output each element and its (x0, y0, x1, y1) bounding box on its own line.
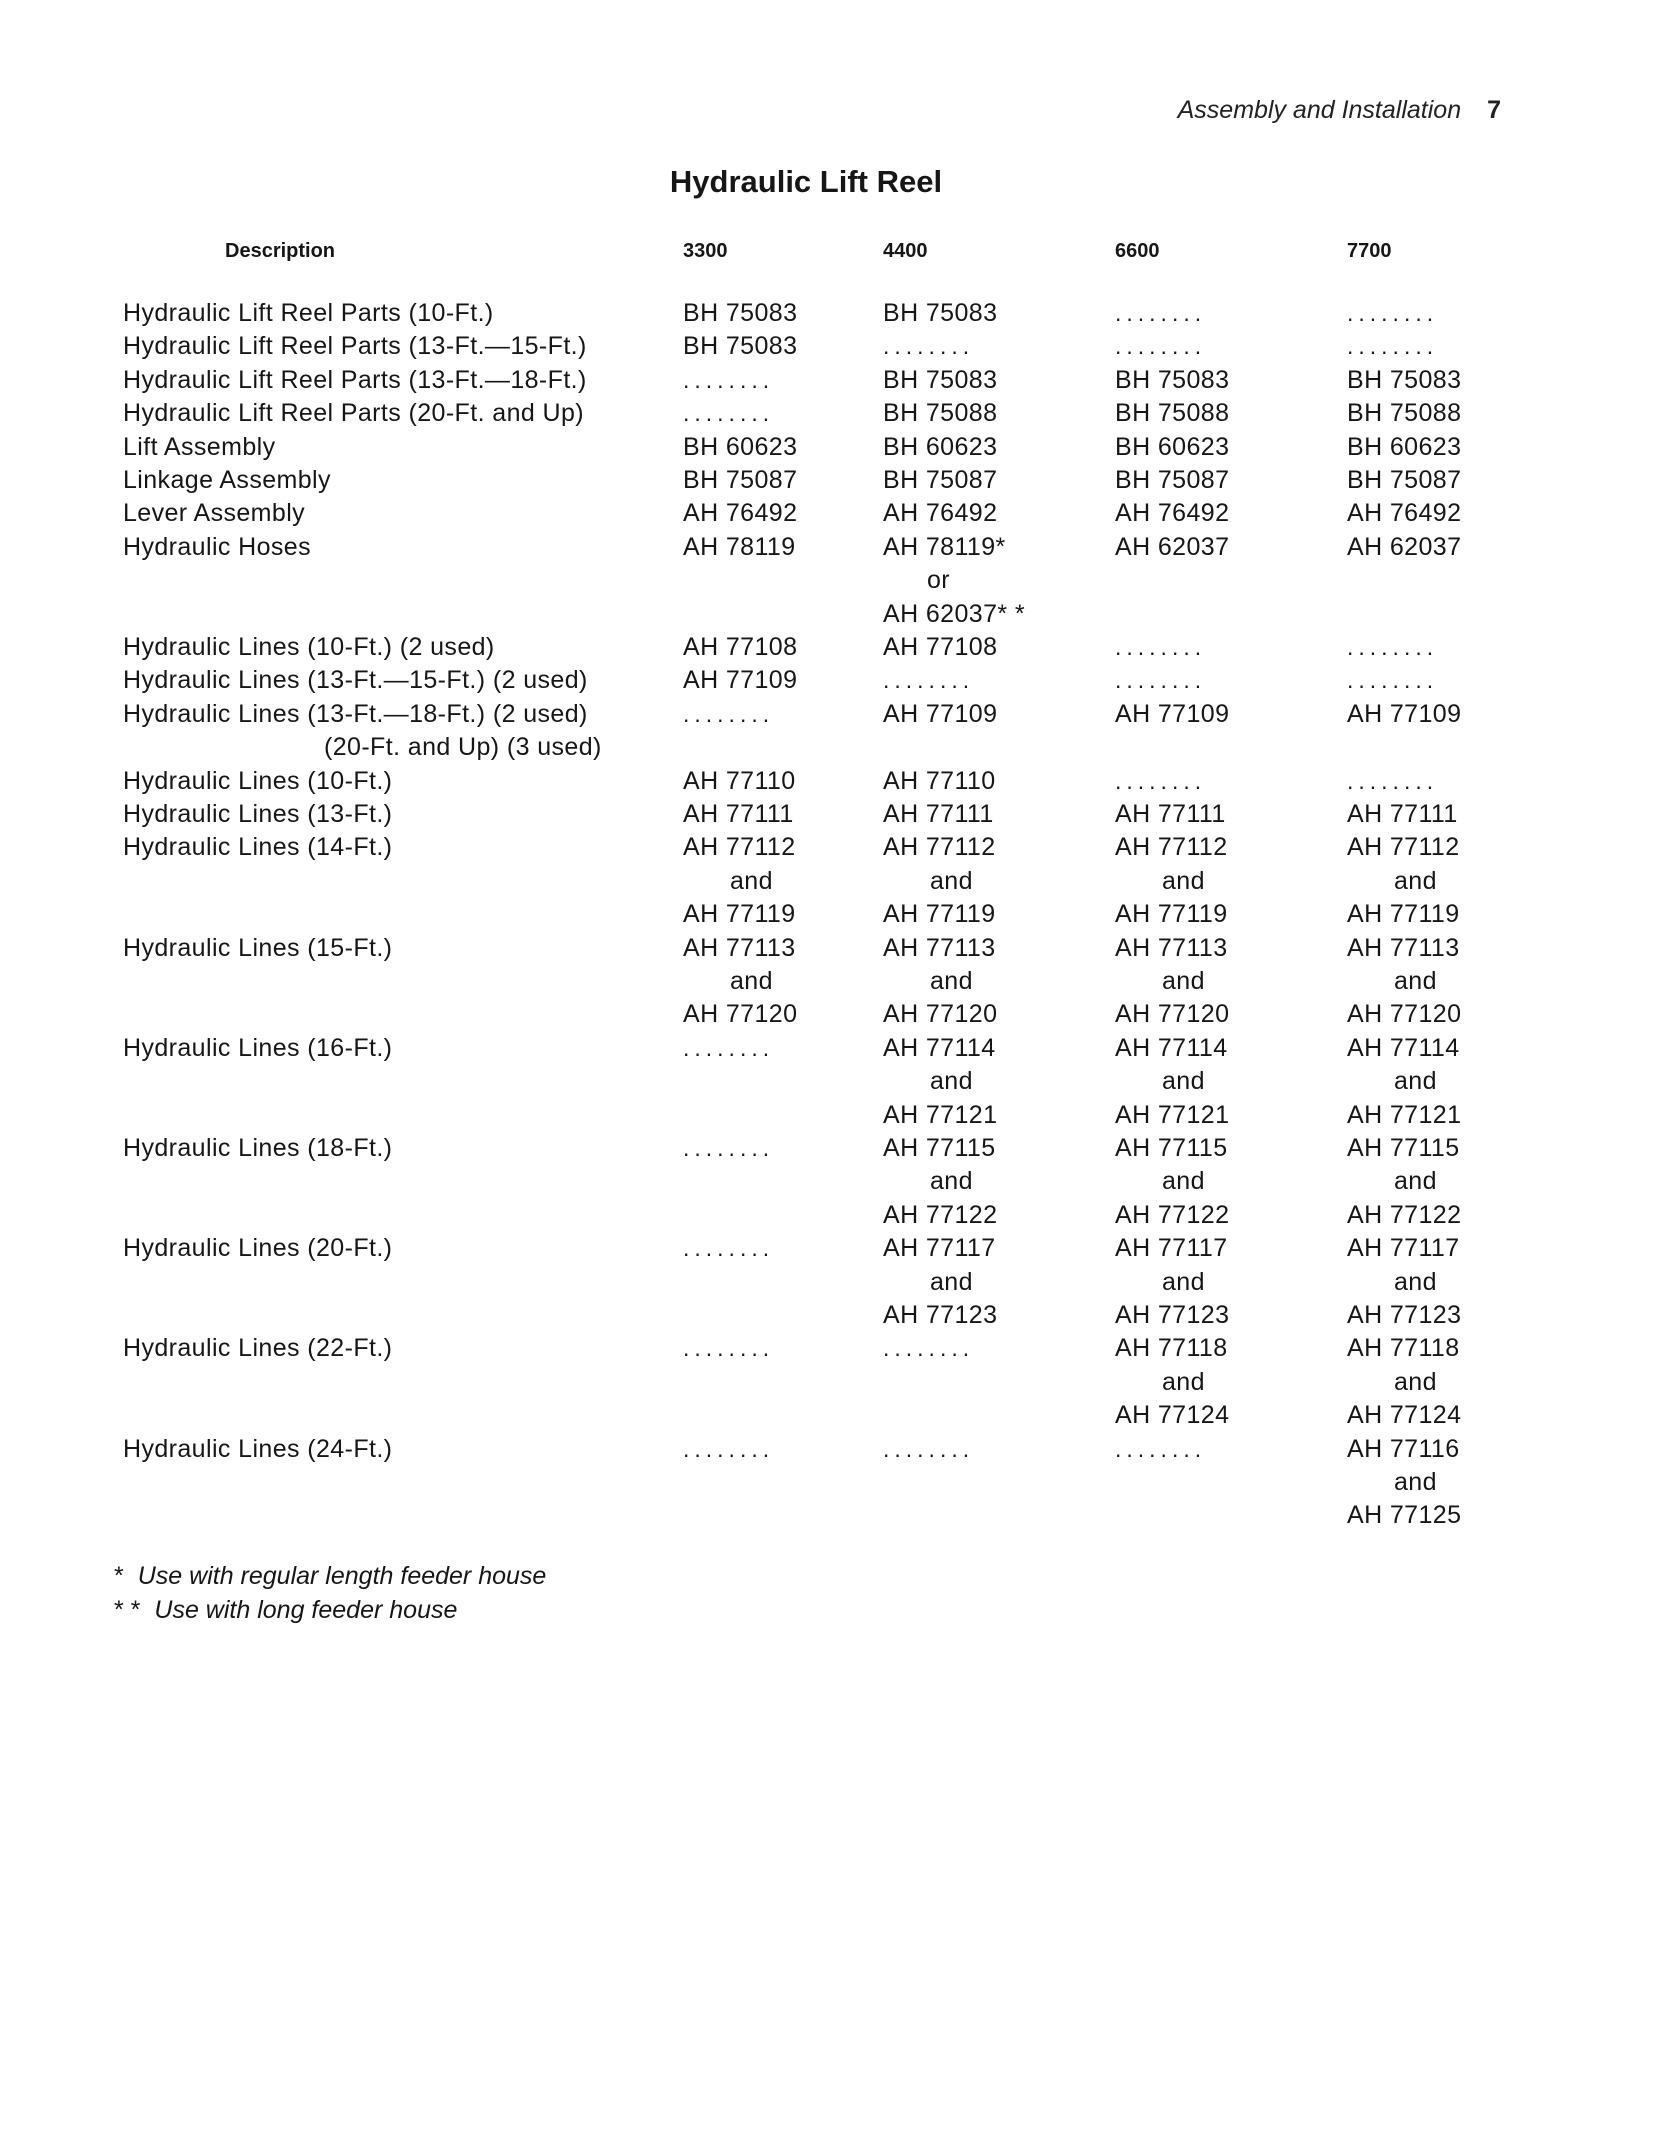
row-value-c3: and (1162, 867, 1205, 895)
row-value-c1: ........ (683, 1135, 775, 1161)
row-value-c2: BH 60623 (883, 433, 998, 461)
row-description: Hydraulic Hoses (123, 533, 312, 561)
row-value-c4: AH 77112 (1347, 833, 1460, 861)
row-value-c4: and (1394, 867, 1437, 895)
row-value-c3: and (1162, 1368, 1205, 1396)
row-value-c1: AH 77110 (683, 767, 796, 795)
row-value-c3: and (1162, 1268, 1205, 1296)
row-value-c2: or (927, 566, 951, 594)
row-value-c3: AH 76492 (1115, 499, 1230, 527)
row-description: (20-Ft. and Up) (3 used) (324, 733, 602, 761)
row-value-c3: AH 77120 (1115, 1000, 1230, 1028)
row-value-c1: and (730, 867, 773, 895)
row-value-c4: AH 77113 (1347, 934, 1460, 962)
row-value-c2: AH 77119 (883, 900, 996, 928)
row-value-c1: AH 76492 (683, 499, 798, 527)
row-value-c1: ........ (683, 1235, 775, 1261)
row-value-c4: AH 77120 (1347, 1000, 1462, 1028)
row-value-c1: AH 77113 (683, 934, 796, 962)
row-value-c4: and (1394, 1468, 1437, 1496)
row-value-c1: BH 60623 (683, 433, 798, 461)
row-value-c2: and (930, 1067, 973, 1095)
row-value-c3: AH 62037 (1115, 533, 1230, 561)
row-value-c3: AH 77117 (1115, 1234, 1228, 1262)
row-value-c4: AH 77124 (1347, 1401, 1462, 1429)
row-value-c3: BH 75087 (1115, 466, 1230, 494)
row-value-c4: ........ (1347, 768, 1439, 794)
row-value-c3: ........ (1115, 300, 1207, 326)
row-value-c2: AH 77115 (883, 1134, 996, 1162)
row-value-c4: AH 76492 (1347, 499, 1462, 527)
column-header-7700: 7700 (1347, 240, 1392, 262)
row-value-c3: AH 77115 (1115, 1134, 1228, 1162)
row-value-c3: AH 77109 (1115, 700, 1230, 728)
column-header-4400: 4400 (883, 240, 928, 262)
row-value-c4: AH 77109 (1347, 700, 1462, 728)
row-value-c3: AH 77118 (1115, 1334, 1228, 1362)
row-value-c2: ........ (883, 1335, 975, 1361)
row-value-c4: AH 77118 (1347, 1334, 1460, 1362)
row-value-c2: AH 77121 (883, 1101, 998, 1129)
row-value-c2: and (930, 1167, 973, 1195)
row-value-c4: BH 75087 (1347, 466, 1462, 494)
row-value-c4: AH 77117 (1347, 1234, 1460, 1262)
row-value-c4: ........ (1347, 333, 1439, 359)
row-value-c1: BH 75087 (683, 466, 798, 494)
row-value-c3: and (1162, 1067, 1205, 1095)
row-value-c2: AH 77113 (883, 934, 996, 962)
row-description: Hydraulic Lines (22-Ft.) (123, 1334, 393, 1362)
row-value-c4: and (1394, 1268, 1437, 1296)
row-value-c2: BH 75088 (883, 399, 998, 427)
footnote-mark: * * (114, 1596, 141, 1624)
row-value-c4: BH 60623 (1347, 433, 1462, 461)
footnote-text: Use with long feeder house (154, 1596, 458, 1624)
row-value-c4: AH 77125 (1347, 1501, 1462, 1529)
row-value-c3: AH 77124 (1115, 1401, 1230, 1429)
row-value-c2: AH 62037* * (883, 600, 1025, 628)
row-value-c1: AH 78119 (683, 533, 796, 561)
row-description: Hydraulic Lines (13-Ft.) (123, 800, 393, 828)
row-value-c2: BH 75083 (883, 366, 998, 394)
row-value-c4: AH 77114 (1347, 1034, 1460, 1062)
row-value-c3: ........ (1115, 634, 1207, 660)
row-value-c3: AH 77111 (1115, 800, 1226, 828)
row-value-c2: AH 77108 (883, 633, 998, 661)
row-value-c2: AH 77110 (883, 767, 996, 795)
footnote-mark: * (114, 1562, 124, 1590)
row-description: Hydraulic Lines (18-Ft.) (123, 1134, 393, 1162)
row-value-c4: and (1394, 1067, 1437, 1095)
row-value-c2: ........ (883, 667, 975, 693)
row-value-c1: ........ (683, 1335, 775, 1361)
row-value-c4: and (1394, 967, 1437, 995)
row-description: Hydraulic Lines (13-Ft.—18-Ft.) (2 used) (123, 700, 588, 728)
row-value-c2: AH 77111 (883, 800, 994, 828)
row-value-c1: ........ (683, 400, 775, 426)
row-value-c1: BH 75083 (683, 332, 798, 360)
row-description: Hydraulic Lines (15-Ft.) (123, 934, 393, 962)
row-description: Hydraulic Lines (14-Ft.) (123, 833, 393, 861)
row-value-c3: and (1162, 1167, 1205, 1195)
row-value-c3: BH 75083 (1115, 366, 1230, 394)
row-value-c1: AH 77109 (683, 666, 798, 694)
row-value-c4: AH 77121 (1347, 1101, 1462, 1129)
row-description: Hydraulic Lines (10-Ft.) (2 used) (123, 633, 495, 661)
footnotes (114, 1559, 546, 1627)
row-value-c4: AH 77122 (1347, 1201, 1462, 1229)
row-value-c3: AH 77113 (1115, 934, 1228, 962)
footnote-text: Use with regular length feeder house (137, 1562, 547, 1590)
column-header-description: Description (225, 240, 336, 262)
row-value-c3: AH 77119 (1115, 900, 1228, 928)
row-value-c2: AH 77114 (883, 1034, 996, 1062)
row-value-c4: AH 77119 (1347, 900, 1460, 928)
row-description: Hydraulic Lines (24-Ft.) (123, 1435, 393, 1463)
row-value-c1: ........ (683, 367, 775, 393)
page-title: Hydraulic Lift Reel (669, 164, 943, 199)
section-title: Assembly and Installation (1177, 96, 1462, 124)
row-value-c4: ........ (1347, 634, 1439, 660)
row-description: Lever Assembly (123, 499, 306, 527)
row-value-c1: BH 75083 (683, 299, 798, 327)
row-description: Hydraulic Lines (20-Ft.) (123, 1234, 393, 1262)
row-value-c4: AH 77123 (1347, 1301, 1462, 1329)
row-value-c3: AH 77122 (1115, 1201, 1230, 1229)
row-description: Hydraulic Lines (16-Ft.) (123, 1034, 393, 1062)
footnote (114, 1593, 546, 1627)
row-value-c2: AH 77117 (883, 1234, 996, 1262)
row-value-c1: AH 77119 (683, 900, 796, 928)
row-value-c4: AH 77111 (1347, 800, 1458, 828)
row-value-c1: and (730, 967, 773, 995)
footnote (114, 1559, 546, 1593)
row-value-c4: AH 77115 (1347, 1134, 1460, 1162)
row-value-c2: AH 77123 (883, 1301, 998, 1329)
column-header-6600: 6600 (1115, 240, 1160, 262)
row-value-c4: and (1394, 1368, 1437, 1396)
row-value-c2: ........ (883, 333, 975, 359)
row-value-c1: ........ (683, 1035, 775, 1061)
row-description: Hydraulic Lift Reel Parts (13-Ft.—18-Ft.) (123, 366, 587, 394)
column-headers (0, 240, 1653, 268)
row-value-c1: AH 77120 (683, 1000, 798, 1028)
row-value-c2: BH 75083 (883, 299, 998, 327)
row-value-c2: AH 78119* (883, 533, 1006, 561)
row-description: Linkage Assembly (123, 466, 331, 494)
row-value-c4: ........ (1347, 300, 1439, 326)
row-value-c1: ........ (683, 1436, 775, 1462)
row-value-c2: AH 77122 (883, 1201, 998, 1229)
row-value-c3: ........ (1115, 768, 1207, 794)
row-value-c2: and (930, 867, 973, 895)
row-description: Hydraulic Lift Reel Parts (10-Ft.) (123, 299, 494, 327)
row-value-c1: ........ (683, 701, 775, 727)
row-value-c2: and (930, 967, 973, 995)
row-value-c2: ........ (883, 1436, 975, 1462)
row-value-c3: AH 77123 (1115, 1301, 1230, 1329)
row-value-c4: AH 62037 (1347, 533, 1462, 561)
column-header-3300: 3300 (683, 240, 728, 262)
row-value-c3: BH 60623 (1115, 433, 1230, 461)
page-number: 7 (1487, 96, 1501, 124)
row-value-c2: AH 77112 (883, 833, 996, 861)
row-value-c3: AH 77121 (1115, 1101, 1230, 1129)
row-value-c3: and (1162, 967, 1205, 995)
row-description: Hydraulic Lift Reel Parts (20-Ft. and Up) (123, 399, 585, 427)
row-value-c3: AH 77114 (1115, 1034, 1228, 1062)
row-value-c1: AH 77111 (683, 800, 794, 828)
row-value-c3: AH 77112 (1115, 833, 1228, 861)
row-value-c4: and (1394, 1167, 1437, 1195)
row-value-c3: ........ (1115, 333, 1207, 359)
running-head (1178, 96, 1501, 125)
row-value-c4: AH 77116 (1347, 1435, 1460, 1463)
row-value-c3: ........ (1115, 667, 1207, 693)
row-description: Lift Assembly (123, 433, 276, 461)
row-description: Hydraulic Lines (10-Ft.) (123, 767, 393, 795)
row-value-c3: BH 75088 (1115, 399, 1230, 427)
row-value-c1: AH 77108 (683, 633, 798, 661)
row-description: Hydraulic Lift Reel Parts (13-Ft.—15-Ft.) (123, 332, 587, 360)
row-value-c3: ........ (1115, 1436, 1207, 1462)
row-value-c4: BH 75083 (1347, 366, 1462, 394)
row-value-c2: AH 77120 (883, 1000, 998, 1028)
row-value-c2: and (930, 1268, 973, 1296)
row-value-c2: AH 76492 (883, 499, 998, 527)
row-value-c2: AH 77109 (883, 700, 998, 728)
row-value-c2: BH 75087 (883, 466, 998, 494)
row-value-c4: ........ (1347, 667, 1439, 693)
row-value-c4: BH 75088 (1347, 399, 1462, 427)
row-value-c1: AH 77112 (683, 833, 796, 861)
row-description: Hydraulic Lines (13-Ft.—15-Ft.) (2 used) (123, 666, 588, 694)
